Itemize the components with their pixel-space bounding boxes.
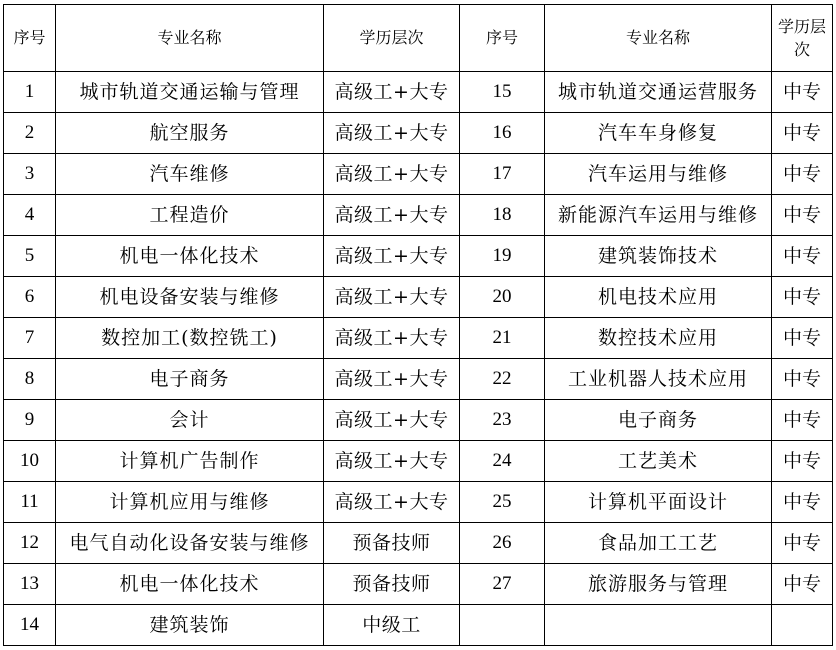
seq-right-cell: 18 xyxy=(460,195,545,236)
seq-left-cell: 14 xyxy=(4,605,56,646)
level-right-cell: 中专 xyxy=(772,236,833,277)
seq-right-cell: 21 xyxy=(460,318,545,359)
seq-left-cell: 8 xyxy=(4,359,56,400)
major-name-right-cell: 建筑装饰技术 xyxy=(545,236,772,277)
major-name-left-cell: 建筑装饰 xyxy=(56,605,324,646)
table-row xyxy=(4,277,833,318)
seq-right-cell: 17 xyxy=(460,154,545,195)
seq-right-cell: 22 xyxy=(460,359,545,400)
level-left-cell: 高级工+大专 xyxy=(324,113,460,154)
major-name-right-cell: 食品加工工艺 xyxy=(545,523,772,564)
level-right-cell: 中专 xyxy=(772,154,833,195)
major-name-right-cell: 旅游服务与管理 xyxy=(545,564,772,605)
seq-left-cell: 11 xyxy=(4,482,56,523)
seq-right-cell xyxy=(460,605,545,646)
major-name-right-cell: 汽车车身修复 xyxy=(545,113,772,154)
table-row xyxy=(4,441,833,482)
major-name-left-cell: 计算机广告制作 xyxy=(56,441,324,482)
level-left-cell: 高级工+大专 xyxy=(324,441,460,482)
major-name-right-cell: 汽车运用与维修 xyxy=(545,154,772,195)
header-name-left: 专业名称 xyxy=(56,5,324,72)
level-right-cell: 中专 xyxy=(772,195,833,236)
major-name-right-cell: 机电技术应用 xyxy=(545,277,772,318)
major-name-right-cell: 数控技术应用 xyxy=(545,318,772,359)
major-name-left-cell: 电子商务 xyxy=(56,359,324,400)
header-name-right: 专业名称 xyxy=(545,5,772,72)
major-name-left-cell: 工程造价 xyxy=(56,195,324,236)
major-name-right-cell xyxy=(545,605,772,646)
seq-left-cell: 12 xyxy=(4,523,56,564)
header-level-left: 学历层次 xyxy=(324,5,460,72)
seq-right-cell: 26 xyxy=(460,523,545,564)
level-left-cell: 高级工+大专 xyxy=(324,72,460,113)
level-left-cell: 预备技师 xyxy=(324,564,460,605)
seq-right-cell: 23 xyxy=(460,400,545,441)
table-row xyxy=(4,72,833,113)
seq-left-cell: 3 xyxy=(4,154,56,195)
seq-left-cell: 4 xyxy=(4,195,56,236)
major-name-right-cell: 计算机平面设计 xyxy=(545,482,772,523)
level-right-cell: 中专 xyxy=(772,441,833,482)
level-right-cell: 中专 xyxy=(772,113,833,154)
seq-left-cell: 13 xyxy=(4,564,56,605)
header-seq-left: 序号 xyxy=(4,5,56,72)
level-right-cell: 中专 xyxy=(772,72,833,113)
seq-right-cell: 27 xyxy=(460,564,545,605)
level-left-cell: 高级工+大专 xyxy=(324,482,460,523)
level-left-cell: 中级工 xyxy=(324,605,460,646)
table-row xyxy=(4,359,833,400)
table-row xyxy=(4,482,833,523)
level-left-cell: 高级工+大专 xyxy=(324,400,460,441)
major-name-left-cell: 计算机应用与维修 xyxy=(56,482,324,523)
major-name-left-cell: 会计 xyxy=(56,400,324,441)
table-row xyxy=(4,113,833,154)
table-row xyxy=(4,523,833,564)
seq-right-cell: 19 xyxy=(460,236,545,277)
seq-left-cell: 7 xyxy=(4,318,56,359)
header-level-right: 学历层次 xyxy=(772,5,833,72)
majors-table xyxy=(3,4,833,646)
major-name-right-cell: 城市轨道交通运营服务 xyxy=(545,72,772,113)
major-name-left-cell: 机电一体化技术 xyxy=(56,564,324,605)
level-left-cell: 高级工+大专 xyxy=(324,277,460,318)
table-row xyxy=(4,195,833,236)
level-right-cell: 中专 xyxy=(772,482,833,523)
seq-left-cell: 10 xyxy=(4,441,56,482)
major-name-left-cell: 机电一体化技术 xyxy=(56,236,324,277)
level-right-cell: 中专 xyxy=(772,564,833,605)
major-name-left-cell: 机电设备安装与维修 xyxy=(56,277,324,318)
level-right-cell: 中专 xyxy=(772,523,833,564)
table-row xyxy=(4,236,833,277)
seq-left-cell: 1 xyxy=(4,72,56,113)
major-name-left-cell: 汽车维修 xyxy=(56,154,324,195)
level-left-cell: 高级工+大专 xyxy=(324,195,460,236)
level-left-cell: 高级工+大专 xyxy=(324,318,460,359)
level-left-cell: 高级工+大专 xyxy=(324,154,460,195)
header-seq-right: 序号 xyxy=(460,5,545,72)
seq-left-cell: 5 xyxy=(4,236,56,277)
level-right-cell: 中专 xyxy=(772,400,833,441)
major-name-right-cell: 电子商务 xyxy=(545,400,772,441)
table-row xyxy=(4,605,833,646)
seq-left-cell: 2 xyxy=(4,113,56,154)
level-left-cell: 高级工+大专 xyxy=(324,359,460,400)
table-header-row xyxy=(4,5,833,72)
level-left-cell: 高级工+大专 xyxy=(324,236,460,277)
seq-left-cell: 9 xyxy=(4,400,56,441)
seq-right-cell: 20 xyxy=(460,277,545,318)
major-name-right-cell: 新能源汽车运用与维修 xyxy=(545,195,772,236)
seq-right-cell: 25 xyxy=(460,482,545,523)
major-name-left-cell: 城市轨道交通运输与管理 xyxy=(56,72,324,113)
level-left-cell: 预备技师 xyxy=(324,523,460,564)
major-name-right-cell: 工艺美术 xyxy=(545,441,772,482)
level-right-cell: 中专 xyxy=(772,318,833,359)
major-name-left-cell: 航空服务 xyxy=(56,113,324,154)
level-right-cell: 中专 xyxy=(772,277,833,318)
major-name-left-cell: 电气自动化设备安装与维修 xyxy=(56,523,324,564)
table-row xyxy=(4,400,833,441)
seq-right-cell: 15 xyxy=(460,72,545,113)
major-name-right-cell: 工业机器人技术应用 xyxy=(545,359,772,400)
major-name-left-cell: 数控加工(数控铣工) xyxy=(56,318,324,359)
table-row xyxy=(4,154,833,195)
seq-right-cell: 16 xyxy=(460,113,545,154)
table-row xyxy=(4,318,833,359)
seq-right-cell: 24 xyxy=(460,441,545,482)
seq-left-cell: 6 xyxy=(4,277,56,318)
level-right-cell xyxy=(772,605,833,646)
level-right-cell: 中专 xyxy=(772,359,833,400)
table-row xyxy=(4,564,833,605)
